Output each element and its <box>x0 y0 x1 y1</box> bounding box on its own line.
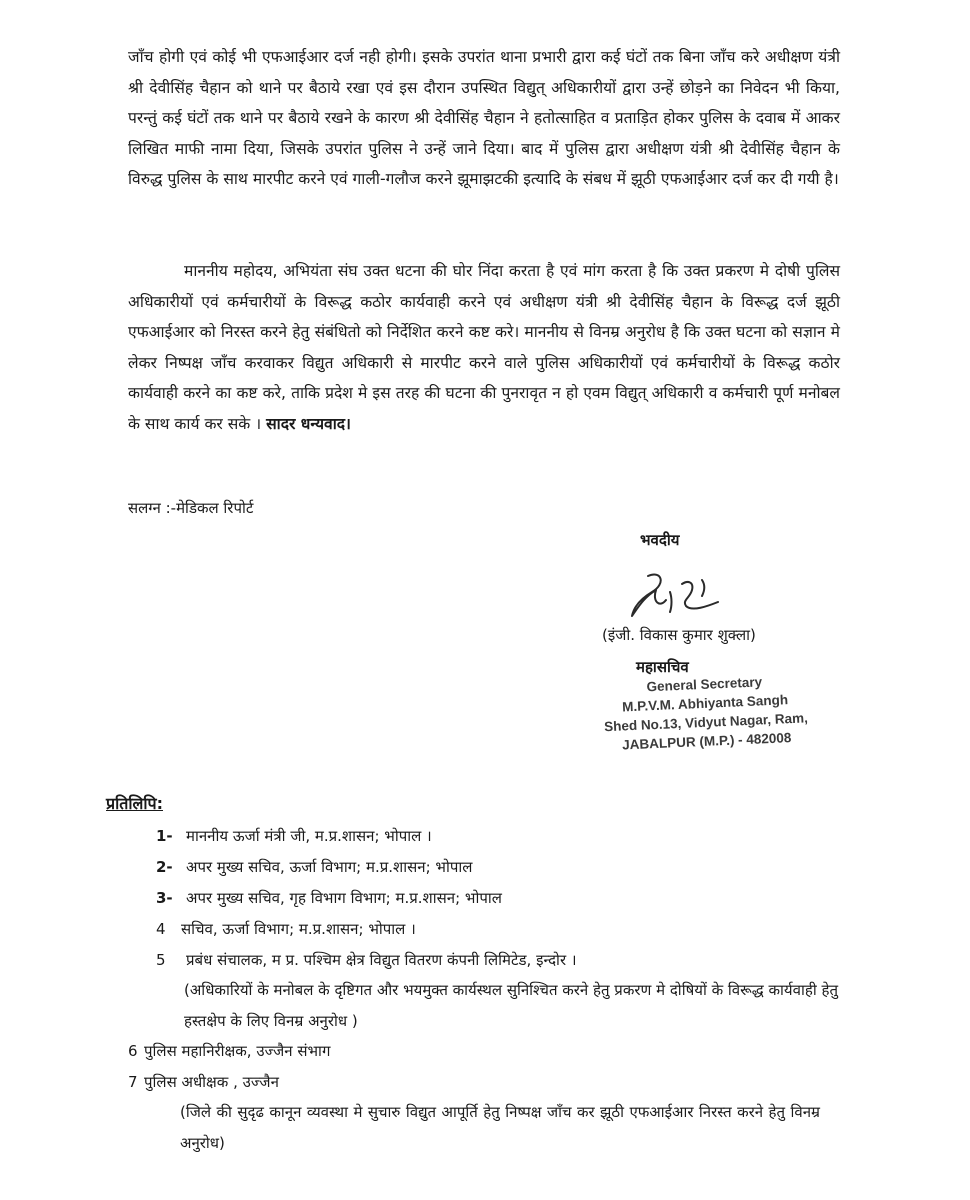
signer-name: (इंजी. विकास कुमार शुक्ला) <box>602 626 756 644</box>
copy-to-item-note: (जिले की सुदृढ कानून व्यवस्था मे सुचारु विद्युत आपूर्ति हेतु निष्पक्ष जाँच कर झूठी एफआईआर निरस्त करने हेतु विनम्र अनुरोध) <box>180 1103 820 1152</box>
designation: महासचिव <box>636 658 689 676</box>
stamp-line-2: M.P.V.M. Abhiyanta Sangh <box>621 692 789 715</box>
copy-to-item-number: 4 <box>156 920 166 938</box>
copy-to-item-text: पुलिस अधीक्षक , उज्जैन <box>144 1073 279 1091</box>
body-paragraph-1: जाँच होगी एवं कोई भी एफआईआर दर्ज नही होगी। इसके उपरांत थाना प्रभारी द्वारा कई घंटों तक बिना जाँच करे अधीक्षण यंत्री श्री देवीसिंह चैहान को थाने पर बैठाये रखा एवं इस दौरान उपस्थित विद्युत् अधिकारीयों द्वारा उन्हें छोड़ने का निवेदन भी किया, परन्तुं कई घंटों तक थाने पर बैठाये रखने के कारण श्री देवीसिंह चैहान ने हतोत्साहित व प्रताड़ित होकर पुलिस के दवाब में आकर लिखित माफी नामा दिया, जिसके उपरांत पुलिस ने उन्हें जाने दिया। बाद में पुलिस द्वारा अधीक्षण यंत्री श्री देवीसिंह चैहान के विरुद्ध पुलिस के साथ मारपीट करने एवं गाली-गलौज करने झूमाझटकी इत्यादि के संबध में झूठी एफआईआर दर्ज कर दी गयी है। <box>128 48 840 189</box>
copy-to-item <box>128 1072 279 1092</box>
copy-to-item <box>156 857 472 877</box>
stamp-line-3: Shed No.13, Vidyut Nagar, Ram, <box>603 710 809 735</box>
copy-to-item <box>156 826 432 846</box>
yours-faithfully: भवदीय <box>640 531 680 549</box>
enclosure-note: सलग्न :-मेडिकल रिपोर्ट <box>128 499 254 517</box>
copy-to-item-text: पुलिस महानिरीक्षक, उज्जैन संभाग <box>144 1042 331 1060</box>
copy-to-item-number: 6 <box>128 1042 138 1060</box>
body-paragraph-2-text: माननीय महोदय, अभियंता संघ उक्त धटना की घोर निंदा करता है एवं मांग करता है कि उक्त प्रकरण मे दोषी पुलिस अधिकारीयों एवं कर्मचारीयों के विरूद्ध कठोर कार्यवाही करने एवं अधीक्षण यंत्री श्री देवीसिंह चैहान के विरूद्ध दर्ज झूठी एफआईआर को निरस्त करने हेतु संबंधितो को निर्देशित करने कष्ट करे। माननीय से विनम्र अनुरोध है कि उक्त घटना को सज्ञान मे लेकर निष्पक्ष जाँच करवाकर विद्युत अधिकारी से मारपीट करने वाले पुलिस अधिकारीयों एवं कर्मचारीयों के विरूद्ध कठोर कार्यवाही करने का कष्ट करे, ताकि प्रदेश मे इस तरह की घटना की पुनरावृत न हो एवम विद्युत् अधिकारी व कर्मचारी पूर्ण मनोबल के साथ कार्य कर सके । <box>128 262 840 433</box>
copy-to-item-number: 7 <box>128 1073 138 1091</box>
copy-to-item-number: 1- <box>156 827 173 845</box>
copy-to-item-text: अपर मुख्य सचिव, गृह विभाग विभाग; म.प्र.शासन; भोपाल <box>186 889 502 907</box>
copy-to-item-text: माननीय ऊर्जा मंत्री जी, म.प्र.शासन; भोपाल । <box>186 827 432 845</box>
copy-to-item <box>156 950 577 970</box>
copy-to-heading: प्रतिलिपि: <box>106 794 163 813</box>
copy-to-item <box>128 1041 330 1061</box>
copy-to-item <box>156 919 416 939</box>
copy-to-item-text: अपर मुख्य सचिव, ऊर्जा विभाग; म.प्र.शासन; भोपाल <box>186 858 473 876</box>
stamp-line-1: General Secretary <box>646 674 763 695</box>
copy-to-item-number: 2- <box>156 858 173 876</box>
copy-to-item <box>156 888 502 908</box>
copy-to-item-text: प्रबंध संचालक, म प्र. पश्चिम क्षेत्र विद्युत वितरण कंपनी लिमिटेड, इन्दोर । <box>186 951 577 969</box>
closing-thanks: सादर धन्यवाद। <box>266 414 351 433</box>
copy-to-item-number: 3- <box>156 889 173 907</box>
copy-to-item-number: 5 <box>156 951 166 969</box>
copy-to-item-text: सचिव, ऊर्जा विभाग; म.प्र.शासन; भोपाल । <box>181 920 416 938</box>
copy-to-item-note: (अधिकारियों के मनोबल के दृष्टिगत और भयमुक्त कार्यस्थल सुनिश्चित करने हेतु प्रकरण मे दोषियों के विरूद्ध कार्यवाही हेतु हस्तक्षेप के लिए विनम्र अनुरोध ) <box>184 981 838 1030</box>
stamp-line-4: JABALPUR (M.P.) - 482008 <box>621 730 792 753</box>
